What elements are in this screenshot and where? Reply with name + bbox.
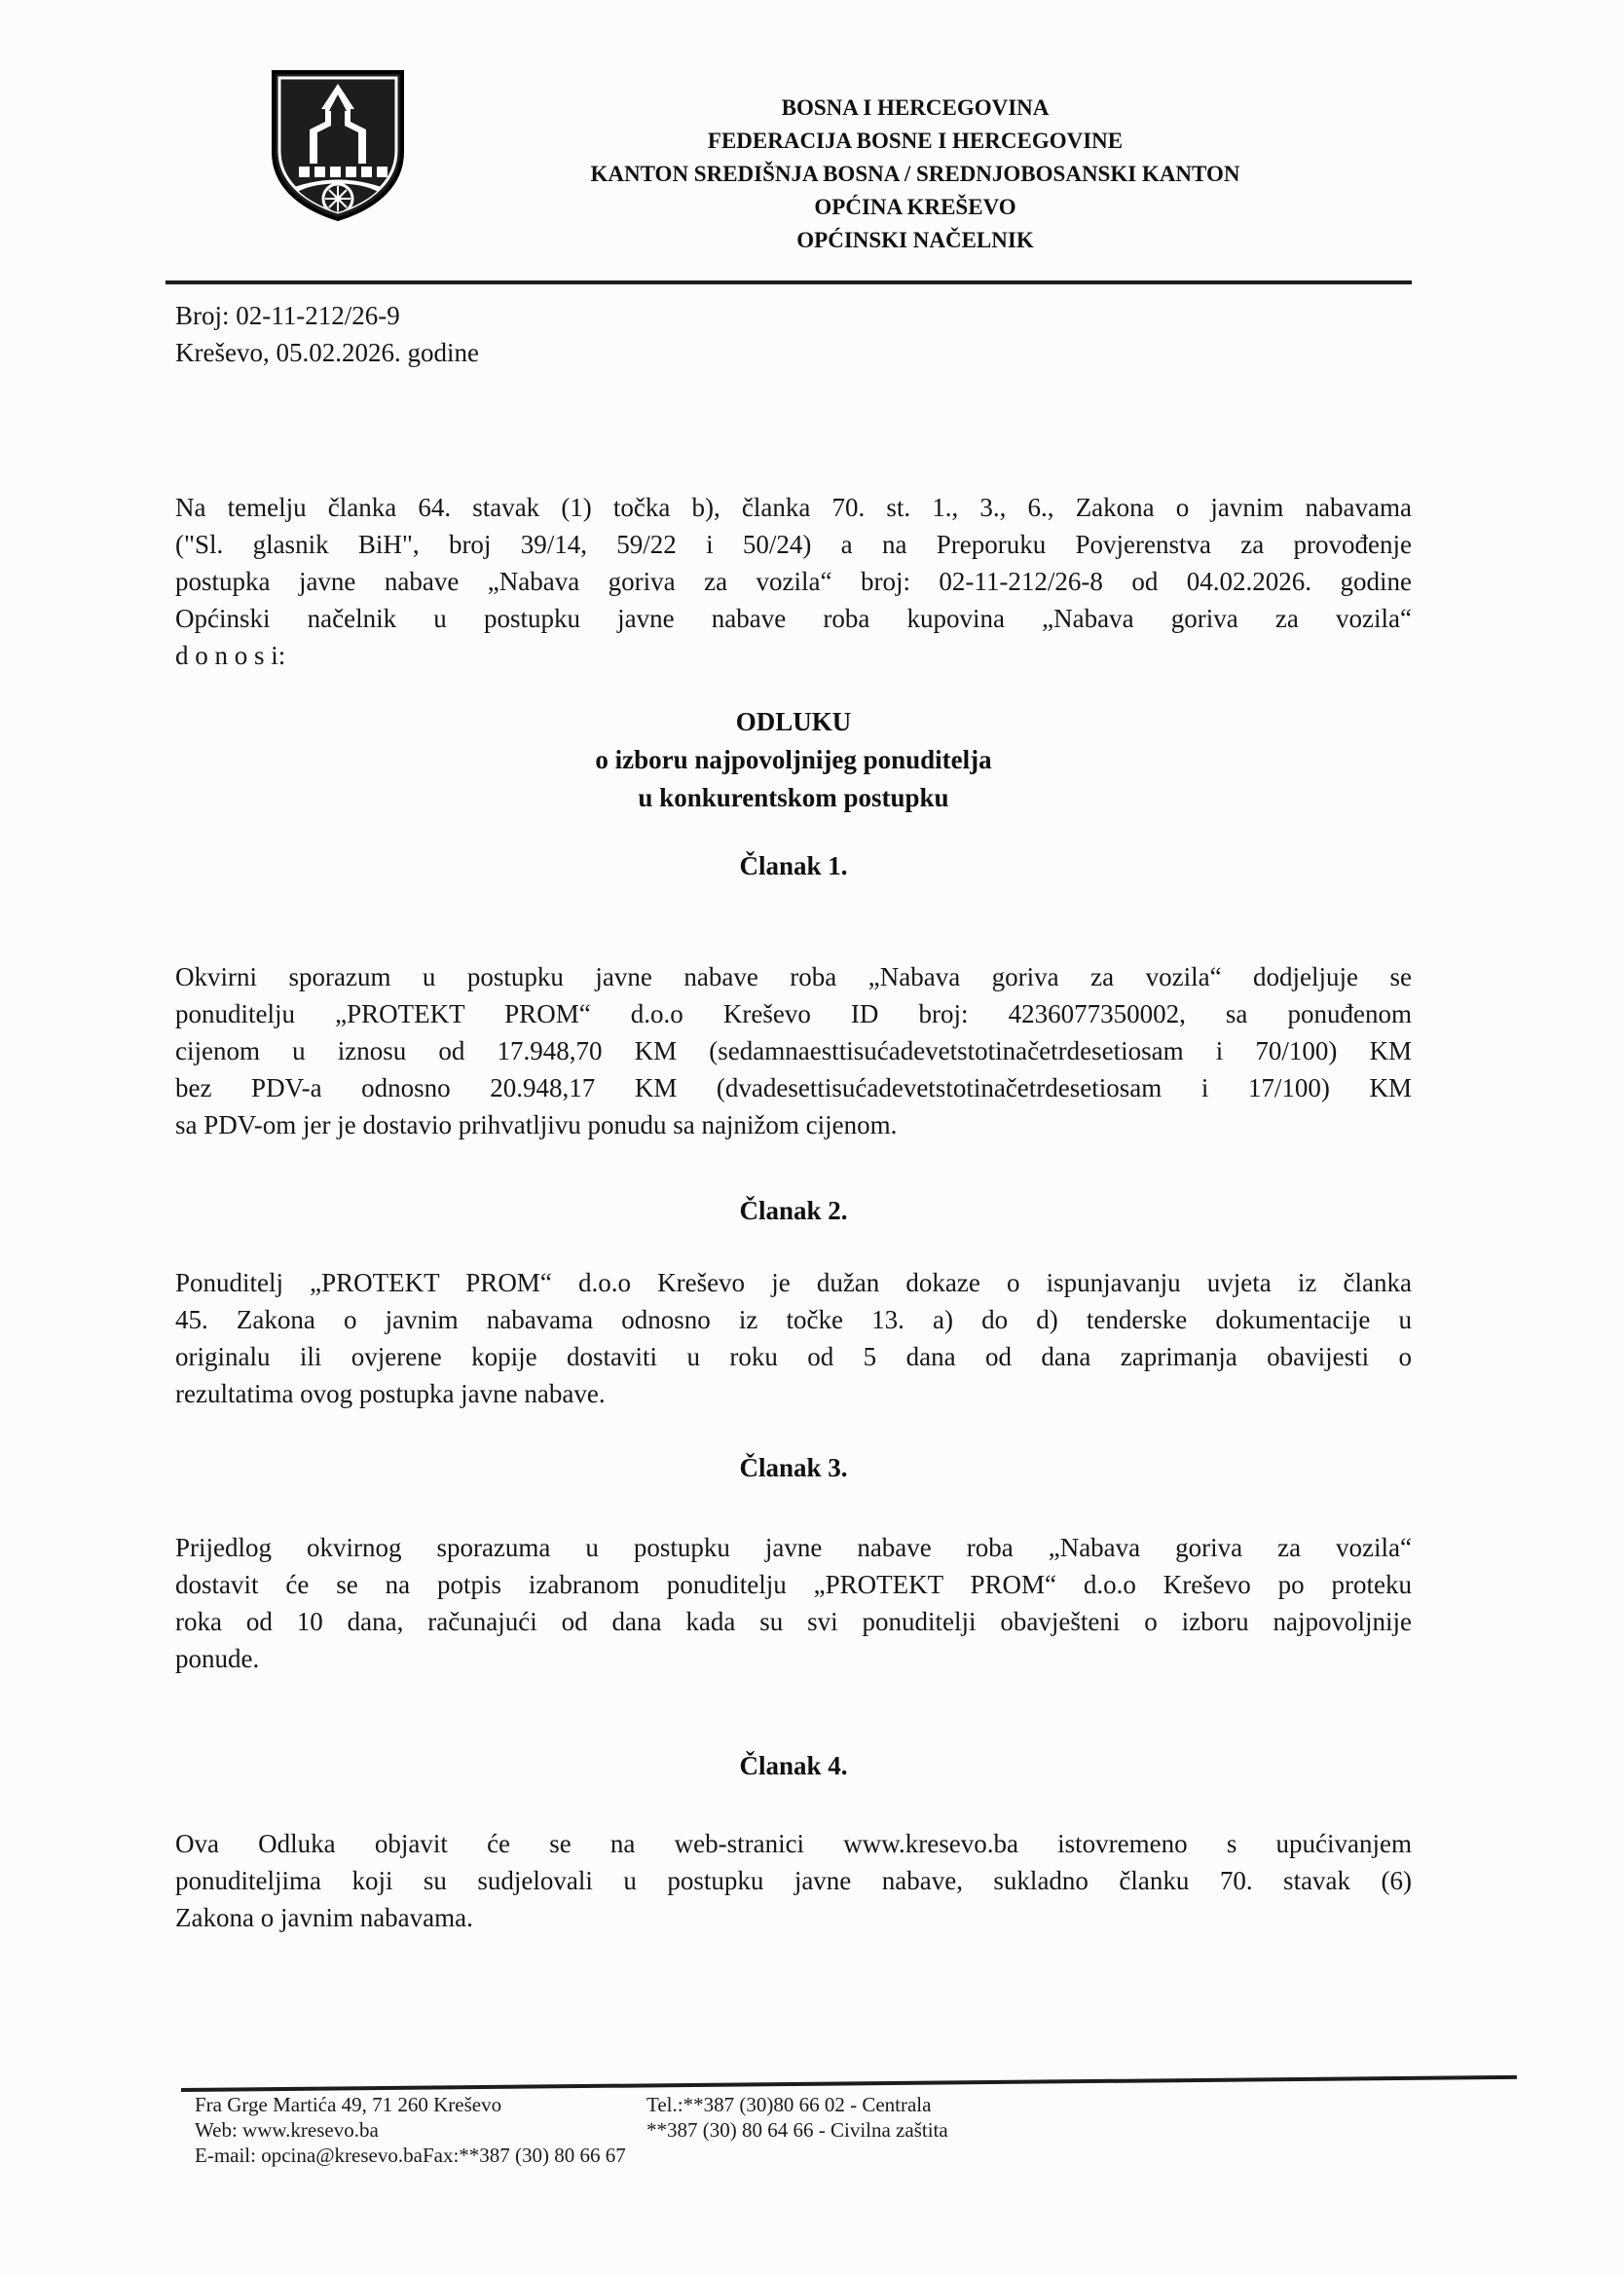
footer-address: Fra Grge Martića 49, 71 260 Kreševo <box>195 2093 502 2116</box>
intro-line: Na temelju članka 64. stavak (1) točka b), članka 70. st. 1., 3., 6., Zakona o javnim nabavama <box>175 493 1412 522</box>
document-number: Broj: 02-11-212/26-9 <box>175 301 400 330</box>
header-org-line-federation: FEDERACIJA BOSNE I HERCEGOVINE <box>707 129 1124 153</box>
article-line: rezultatima ovog postupka javne nabave. <box>175 1379 606 1408</box>
article-line: ponude. <box>175 1644 260 1673</box>
article-3-heading: Članak 3. <box>739 1453 848 1482</box>
enacts-clause: d o n o s i: <box>175 641 286 670</box>
article-line: dostavit će se na potpis izabranom ponuditelju „PROTEKT PROM“ d.o.o Kreševo po proteku <box>175 1570 1412 1599</box>
header-org-line-municipality: OPĆINA KREŠEVO <box>814 195 1016 219</box>
header-org-line-country: BOSNA I HERCEGOVINA <box>781 95 1050 120</box>
article-line: bez PDV-a odnosno 20.948,17 KM (dvadesettisućadevetstotinačetrdesetiosam i 17/100) KM <box>175 1073 1412 1102</box>
footer-tel-centrala: Tel.:**387 (30)80 66 02 - Centrala <box>646 2093 932 2116</box>
article-line: ponuditelju „PROTEKT PROM“ d.o.o Kreševo ID broj: 4236077350002, sa ponuđenom <box>175 999 1412 1028</box>
article-1-paragraph <box>175 958 1412 1143</box>
footer-email: E-mail: opcina@kresevo.ba <box>195 2144 423 2167</box>
article-line: Ponuditelj „PROTEKT PROM“ d.o.o Kreševo je dužan dokaze o ispunjavanju uvjeta iz članka <box>175 1268 1412 1297</box>
footer-tel-civilna: **387 (30) 80 64 66 - Civilna zaštita <box>646 2118 948 2142</box>
footer-web: Web: www.kresevo.ba <box>195 2118 379 2142</box>
footer-fax: Fax:**387 (30) 80 66 67 <box>422 2144 626 2167</box>
article-line: Prijedlog okvirnog sporazuma u postupku javne nabave roba „Nabava goriva za vozila“ <box>175 1533 1412 1562</box>
article-line: Ova Odluka objavit će se na web-stranici www.kresevo.ba istovremeno s upućivanjem <box>175 1829 1412 1858</box>
article-4-heading: Članak 4. <box>739 1751 848 1780</box>
article-line: Zakona o javnim nabavama. <box>175 1903 473 1932</box>
decision-subtitle-1: o izboru najpovoljnijeg ponuditelja <box>595 745 992 774</box>
footer-email-fax-line <box>195 2143 626 2168</box>
article-line: ponuditeljima koji su sudjelovali u postupku javne nabave, sukladno članku 70. stavak (6) <box>175 1866 1412 1895</box>
intro-line: ("Sl. glasnik BiH", broj 39/14, 59/22 i 50/24) a na Preporuku Povjerenstva za provođenje <box>175 530 1412 559</box>
decision-title: ODLUKU <box>735 707 852 736</box>
footer-divider <box>181 2075 1517 2092</box>
article-line: Okvirni sporazum u postupku javne nabave roba „Nabava goriva za vozila“ dodjeljuje se <box>175 962 1412 991</box>
document-place-date: Kreševo, 05.02.2026. godine <box>175 338 479 367</box>
article-4-paragraph <box>175 1825 1412 1936</box>
document-meta <box>175 297 479 371</box>
article-line: originalu ili ovjerene kopije dostaviti u roku od 5 dana od dana zaprimanja obavijesti o <box>175 1342 1412 1371</box>
article-1-heading: Članak 1. <box>739 851 848 880</box>
article-3-paragraph <box>175 1529 1412 1677</box>
intro-line: Općinski načelnik u postupku javne nabave roba kupovina „Nabava goriva za vozila“ <box>175 604 1412 633</box>
article-line: roka od 10 dana, računajući od dana kada su svi ponuditelji obavješteni o izboru najpovoljnije <box>175 1607 1412 1636</box>
footer-right-column <box>646 2092 948 2143</box>
decision-subtitle-2: u konkurentskom postupku <box>638 783 949 812</box>
kresevo-coat-of-arms-icon <box>270 68 406 222</box>
article-line: 45. Zakona o javnim nabavama odnosno iz točke 13. a) do d) tenderske dokumentacije u <box>175 1305 1412 1334</box>
header-organisation-block <box>526 92 1305 257</box>
header-org-line-mayor: OPĆINSKI NAČELNIK <box>796 228 1034 252</box>
intro-paragraph <box>175 489 1412 674</box>
decision-title-block <box>175 703 1412 817</box>
article-2-heading: Članak 2. <box>739 1196 848 1225</box>
header-divider <box>166 280 1412 284</box>
article-2-paragraph <box>175 1264 1412 1412</box>
footer-left-column <box>195 2092 626 2168</box>
header-org-line-canton: KANTON SREDIŠNJA BOSNA / SREDNJOBOSANSKI KANTON <box>590 162 1240 186</box>
intro-line: postupka javne nabave „Nabava goriva za vozila“ broj: 02-11-212/26-8 od 04.02.2026. godine <box>175 567 1412 596</box>
article-line: sa PDV-om jer je dostavio prihvatljivu ponudu sa najnižom cijenom. <box>175 1110 898 1139</box>
article-line: cijenom u iznosu od 17.948,70 KM (sedamnaesttisućadevetstotinačetrdesetiosam i 70/100) KM <box>175 1036 1412 1065</box>
